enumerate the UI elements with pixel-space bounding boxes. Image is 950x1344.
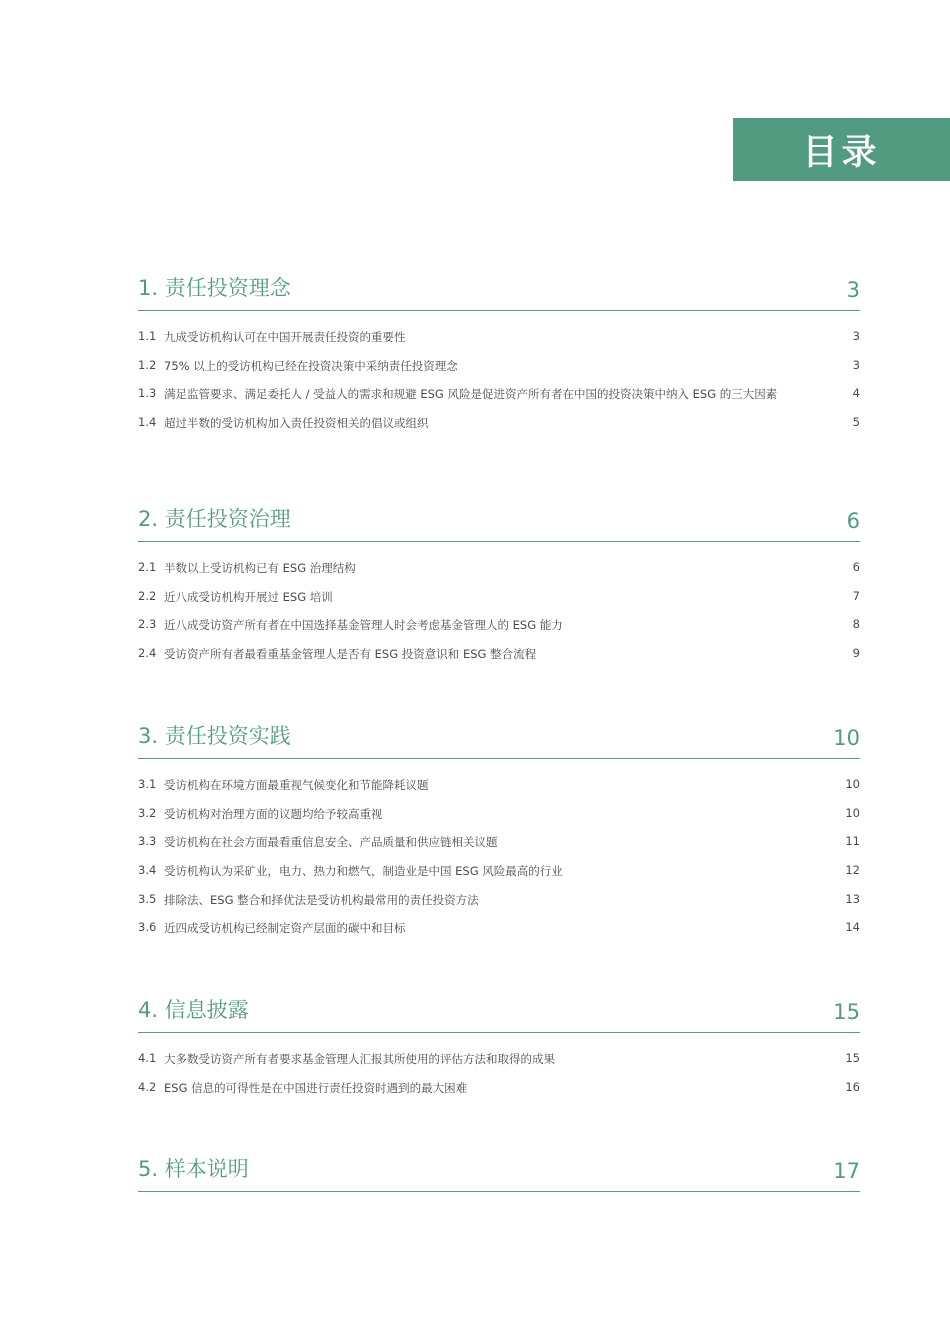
item-text: 75% 以上的受访机构已经在投资决策中采纳责任投资理念 [164, 358, 458, 373]
item-text: 近八成受访机构开展过 ESG 培训 [164, 589, 333, 604]
toc-item[interactable] [138, 358, 860, 387]
item-text: ESG 信息的可得性是在中国进行责任投资时遇到的最大困难 [164, 1080, 468, 1095]
toc-section-5 [138, 1151, 860, 1192]
item-text: 受访机构在环境方面最重视气候变化和节能降耗议题 [164, 778, 429, 792]
item-text: 受访机构在社会方面最看重信息安全、产品质量和供应链相关议题 [164, 835, 498, 850]
item-number: 3.4 [138, 863, 157, 878]
section-title: 5. 样本说明 [138, 1157, 249, 1181]
section-heading[interactable] [138, 992, 860, 1033]
item-text: 近八成受访资产所有者在中国选择基金管理人时会考虑基金管理人的 ESG 能力 [164, 618, 563, 633]
item-text: 超过半数的受访机构加入责任投资相关的倡议或组织 [164, 416, 429, 431]
item-text: 排除法、ESG 整合和择优法是受访机构最常用的责任投资方法 [164, 892, 479, 907]
toc-item[interactable] [138, 892, 860, 921]
toc-item[interactable] [138, 863, 860, 892]
item-page-number: 7 [852, 588, 860, 603]
item-number: 3.3 [138, 834, 157, 849]
toc-item[interactable] [138, 617, 860, 646]
item-number: 3.5 [138, 891, 157, 906]
toc-item[interactable] [138, 415, 860, 444]
toc-item[interactable] [138, 1051, 860, 1080]
toc-item[interactable] [138, 560, 860, 589]
section-page-number: 15 [833, 1000, 860, 1024]
item-text: 受访资产所有者最看重基金管理人是否有 ESG 投资意识和 ESG 整合流程 [164, 647, 537, 662]
toc-item[interactable] [138, 777, 860, 806]
toc-title-box [733, 118, 950, 181]
section-title: 2. 责任投资治理 [138, 507, 291, 531]
item-page-number: 16 [845, 1079, 860, 1094]
toc-section-4 [138, 992, 860, 1108]
section-page-number: 6 [846, 509, 860, 533]
item-number: 3.2 [138, 805, 157, 820]
item-page-number: 15 [845, 1051, 860, 1065]
item-number: 4.2 [138, 1079, 157, 1094]
section-heading[interactable] [138, 270, 860, 311]
toc-title: 目录 [802, 132, 881, 173]
item-number: 2.2 [138, 588, 157, 603]
item-text: 大多数受访资产所有者要求基金管理人汇报其所使用的评估方法和取得的成果 [164, 1052, 555, 1066]
toc-item[interactable] [138, 1080, 860, 1109]
section-title: 1. 责任投资理念 [138, 276, 291, 300]
item-page-number: 10 [845, 805, 860, 820]
item-page-number: 3 [852, 329, 860, 343]
toc-item[interactable] [138, 920, 860, 949]
section-page-number: 17 [833, 1159, 860, 1183]
item-page-number: 13 [845, 891, 860, 906]
section-heading[interactable] [138, 718, 860, 759]
section-page-number: 3 [846, 278, 860, 302]
item-page-number: 8 [852, 617, 860, 632]
section-heading[interactable] [138, 1151, 860, 1192]
item-page-number: 10 [845, 777, 860, 791]
section-title: 4. 信息披露 [138, 998, 249, 1022]
item-number: 1.2 [138, 357, 157, 372]
toc-item[interactable] [138, 329, 860, 358]
item-text: 半数以上受访机构已有 ESG 治理结构 [164, 561, 356, 575]
item-text: 满足监管要求、满足委托人 / 受益人的需求和规避 ESG 风险是促进资产所有者在中国的投资决策中纳入 ESG 的三大因素 [164, 387, 778, 402]
item-number: 1.3 [138, 386, 157, 401]
item-number: 4.1 [138, 1051, 157, 1065]
item-page-number: 3 [852, 357, 860, 372]
toc-item[interactable] [138, 386, 860, 415]
item-page-number: 14 [845, 920, 860, 935]
item-number: 3.6 [138, 920, 157, 935]
toc-section-3 [138, 718, 860, 949]
item-page-number: 5 [852, 415, 860, 430]
item-page-number: 9 [852, 646, 860, 661]
section-title: 3. 责任投资实践 [138, 724, 291, 748]
item-number: 3.1 [138, 777, 157, 791]
item-page-number: 6 [852, 560, 860, 574]
item-number: 1.1 [138, 329, 157, 343]
toc-section-2 [138, 501, 860, 675]
item-page-number: 11 [845, 834, 860, 849]
item-number: 2.1 [138, 560, 157, 574]
item-number: 2.3 [138, 617, 157, 632]
item-page-number: 12 [845, 863, 860, 878]
item-text: 受访机构认为采矿业，电力、热力和燃气，制造业是中国 ESG 风险最高的行业 [164, 864, 563, 879]
item-text: 九成受访机构认可在中国开展责任投资的重要性 [164, 330, 406, 344]
item-text: 受访机构对治理方面的议题均给予较高重视 [164, 806, 383, 821]
toc-item[interactable] [138, 806, 860, 835]
toc-section-1 [138, 270, 860, 444]
section-page-number: 10 [833, 726, 860, 750]
section-heading[interactable] [138, 501, 860, 542]
item-text: 近四成受访机构已经制定资产层面的碳中和目标 [164, 921, 406, 936]
item-page-number: 4 [852, 386, 860, 401]
item-number: 2.4 [138, 646, 157, 661]
toc-item[interactable] [138, 834, 860, 863]
item-number: 1.4 [138, 415, 157, 430]
toc-item[interactable] [138, 646, 860, 675]
toc-item[interactable] [138, 589, 860, 618]
